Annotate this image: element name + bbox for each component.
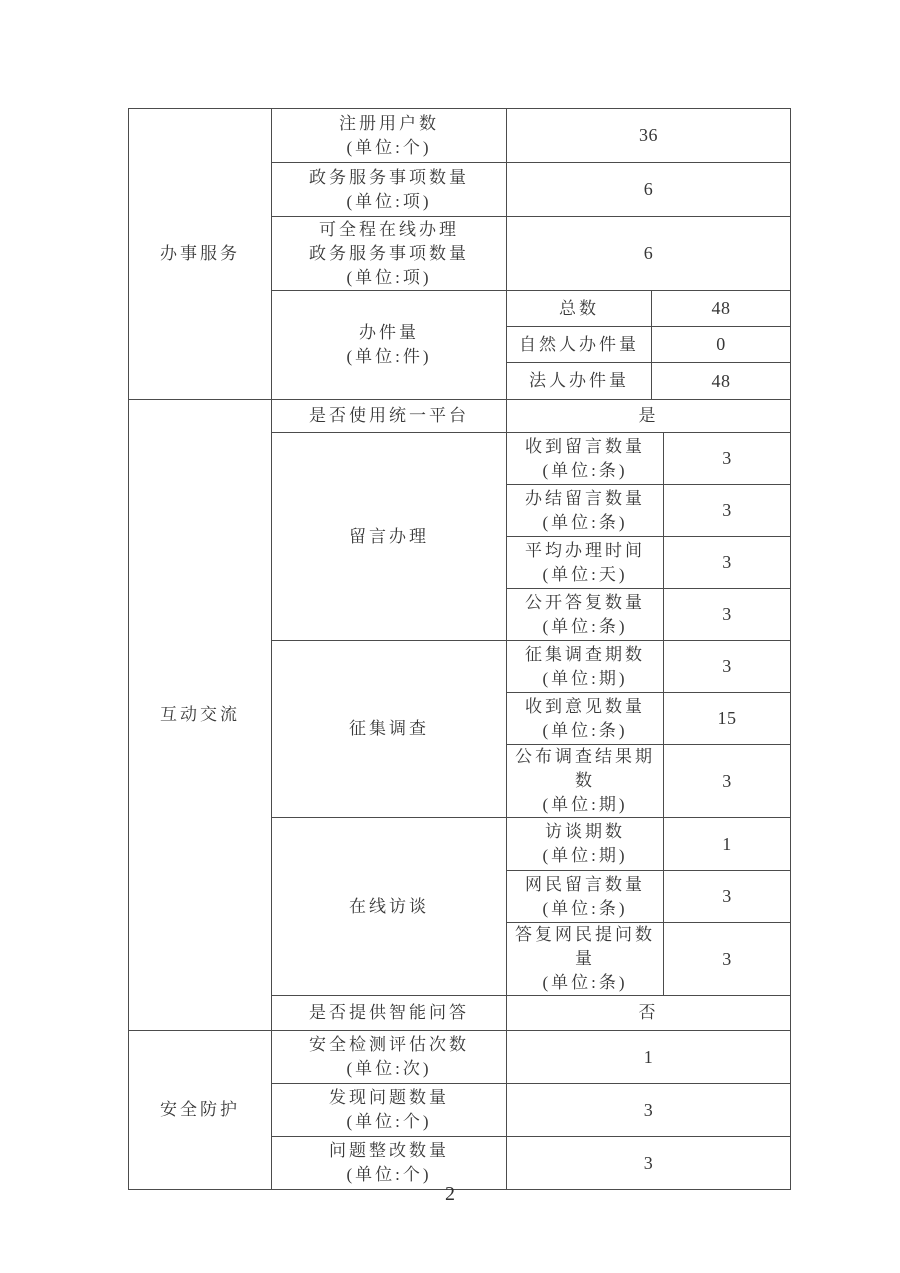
sub-label-cell: 法人办件量: [507, 363, 652, 400]
sub-label-cell: 公布调查结果期数 (单位:期): [507, 745, 664, 818]
sub-value-cell: 3: [664, 433, 791, 485]
sub-value-cell: 3: [664, 485, 791, 537]
sub-value-cell: 48: [652, 291, 791, 327]
group-label-cell-zaixianfangtan: 在线访谈: [272, 818, 507, 996]
metric-label-cell: 注册用户数 (单位:个): [272, 109, 507, 163]
metric-value-cell: 是: [507, 400, 791, 433]
page-number: 2: [445, 1183, 455, 1205]
metric-label-cell: 是否使用统一平台: [272, 400, 507, 433]
sub-label-cell: 答复网民提问数量 (单位:条): [507, 923, 664, 996]
sub-value-cell: 48: [652, 363, 791, 400]
section-title: 安全防护: [160, 1100, 240, 1119]
sub-label-cell: 平均办理时间 (单位:天): [507, 537, 664, 589]
section-cell-anquanfanghu: [129, 1031, 272, 1190]
group-label-cell-liuyanbanli: 留言办理: [272, 433, 507, 641]
metric-label-cell: 问题整改数量 (单位:个): [272, 1137, 507, 1190]
sub-value-cell: 3: [664, 923, 791, 996]
sub-label-cell: 征集调查期数 (单位:期): [507, 641, 664, 693]
sub-label-cell: 访谈期数 (单位:期): [507, 818, 664, 871]
section-title: 互动交流: [160, 705, 240, 724]
metric-value-cell: 36: [507, 109, 791, 163]
sub-value-cell: 3: [664, 871, 791, 923]
group-label-cell-banjianliang: 办件量 (单位:件): [272, 291, 507, 400]
metric-label-cell: 发现问题数量 (单位:个): [272, 1084, 507, 1137]
metric-value-cell: 3: [507, 1137, 791, 1190]
sub-label-cell: 收到留言数量 (单位:条): [507, 433, 664, 485]
metric-label-cell: 安全检测评估次数 (单位:次): [272, 1031, 507, 1084]
metric-value-cell: 6: [507, 163, 791, 217]
sub-value-cell: 3: [664, 589, 791, 641]
sub-label-cell: 公开答复数量 (单位:条): [507, 589, 664, 641]
sub-label-cell: 网民留言数量 (单位:条): [507, 871, 664, 923]
section-cell-banshifuwu: [129, 109, 272, 400]
metric-value-cell: 3: [507, 1084, 791, 1137]
sub-label-cell: 办结留言数量 (单位:条): [507, 485, 664, 537]
sub-value-cell: 0: [652, 327, 791, 363]
metric-label-cell: 可全程在线办理 政务服务事项数量 (单位:项): [272, 217, 507, 291]
sub-label-cell: 总数: [507, 291, 652, 327]
sub-value-cell: 3: [664, 641, 791, 693]
section-title: 办事服务: [160, 244, 240, 263]
sub-value-cell: 1: [664, 818, 791, 871]
report-table: [128, 108, 791, 1190]
metric-value-cell: 6: [507, 217, 791, 291]
metric-label-cell: 政务服务事项数量 (单位:项): [272, 163, 507, 217]
sub-value-cell: 3: [664, 745, 791, 818]
group-label-cell-zhengjidiaocha: 征集调查: [272, 641, 507, 818]
sub-label-cell: 收到意见数量 (单位:条): [507, 693, 664, 745]
metric-label-cell: 是否提供智能问答: [272, 996, 507, 1031]
metric-value-cell: 1: [507, 1031, 791, 1084]
section-cell-hudongjiaoliu: [129, 400, 272, 1031]
sub-label-cell: 自然人办件量: [507, 327, 652, 363]
sub-value-cell: 15: [664, 693, 791, 745]
metric-value-cell: 否: [507, 996, 791, 1031]
sub-value-cell: 3: [664, 537, 791, 589]
